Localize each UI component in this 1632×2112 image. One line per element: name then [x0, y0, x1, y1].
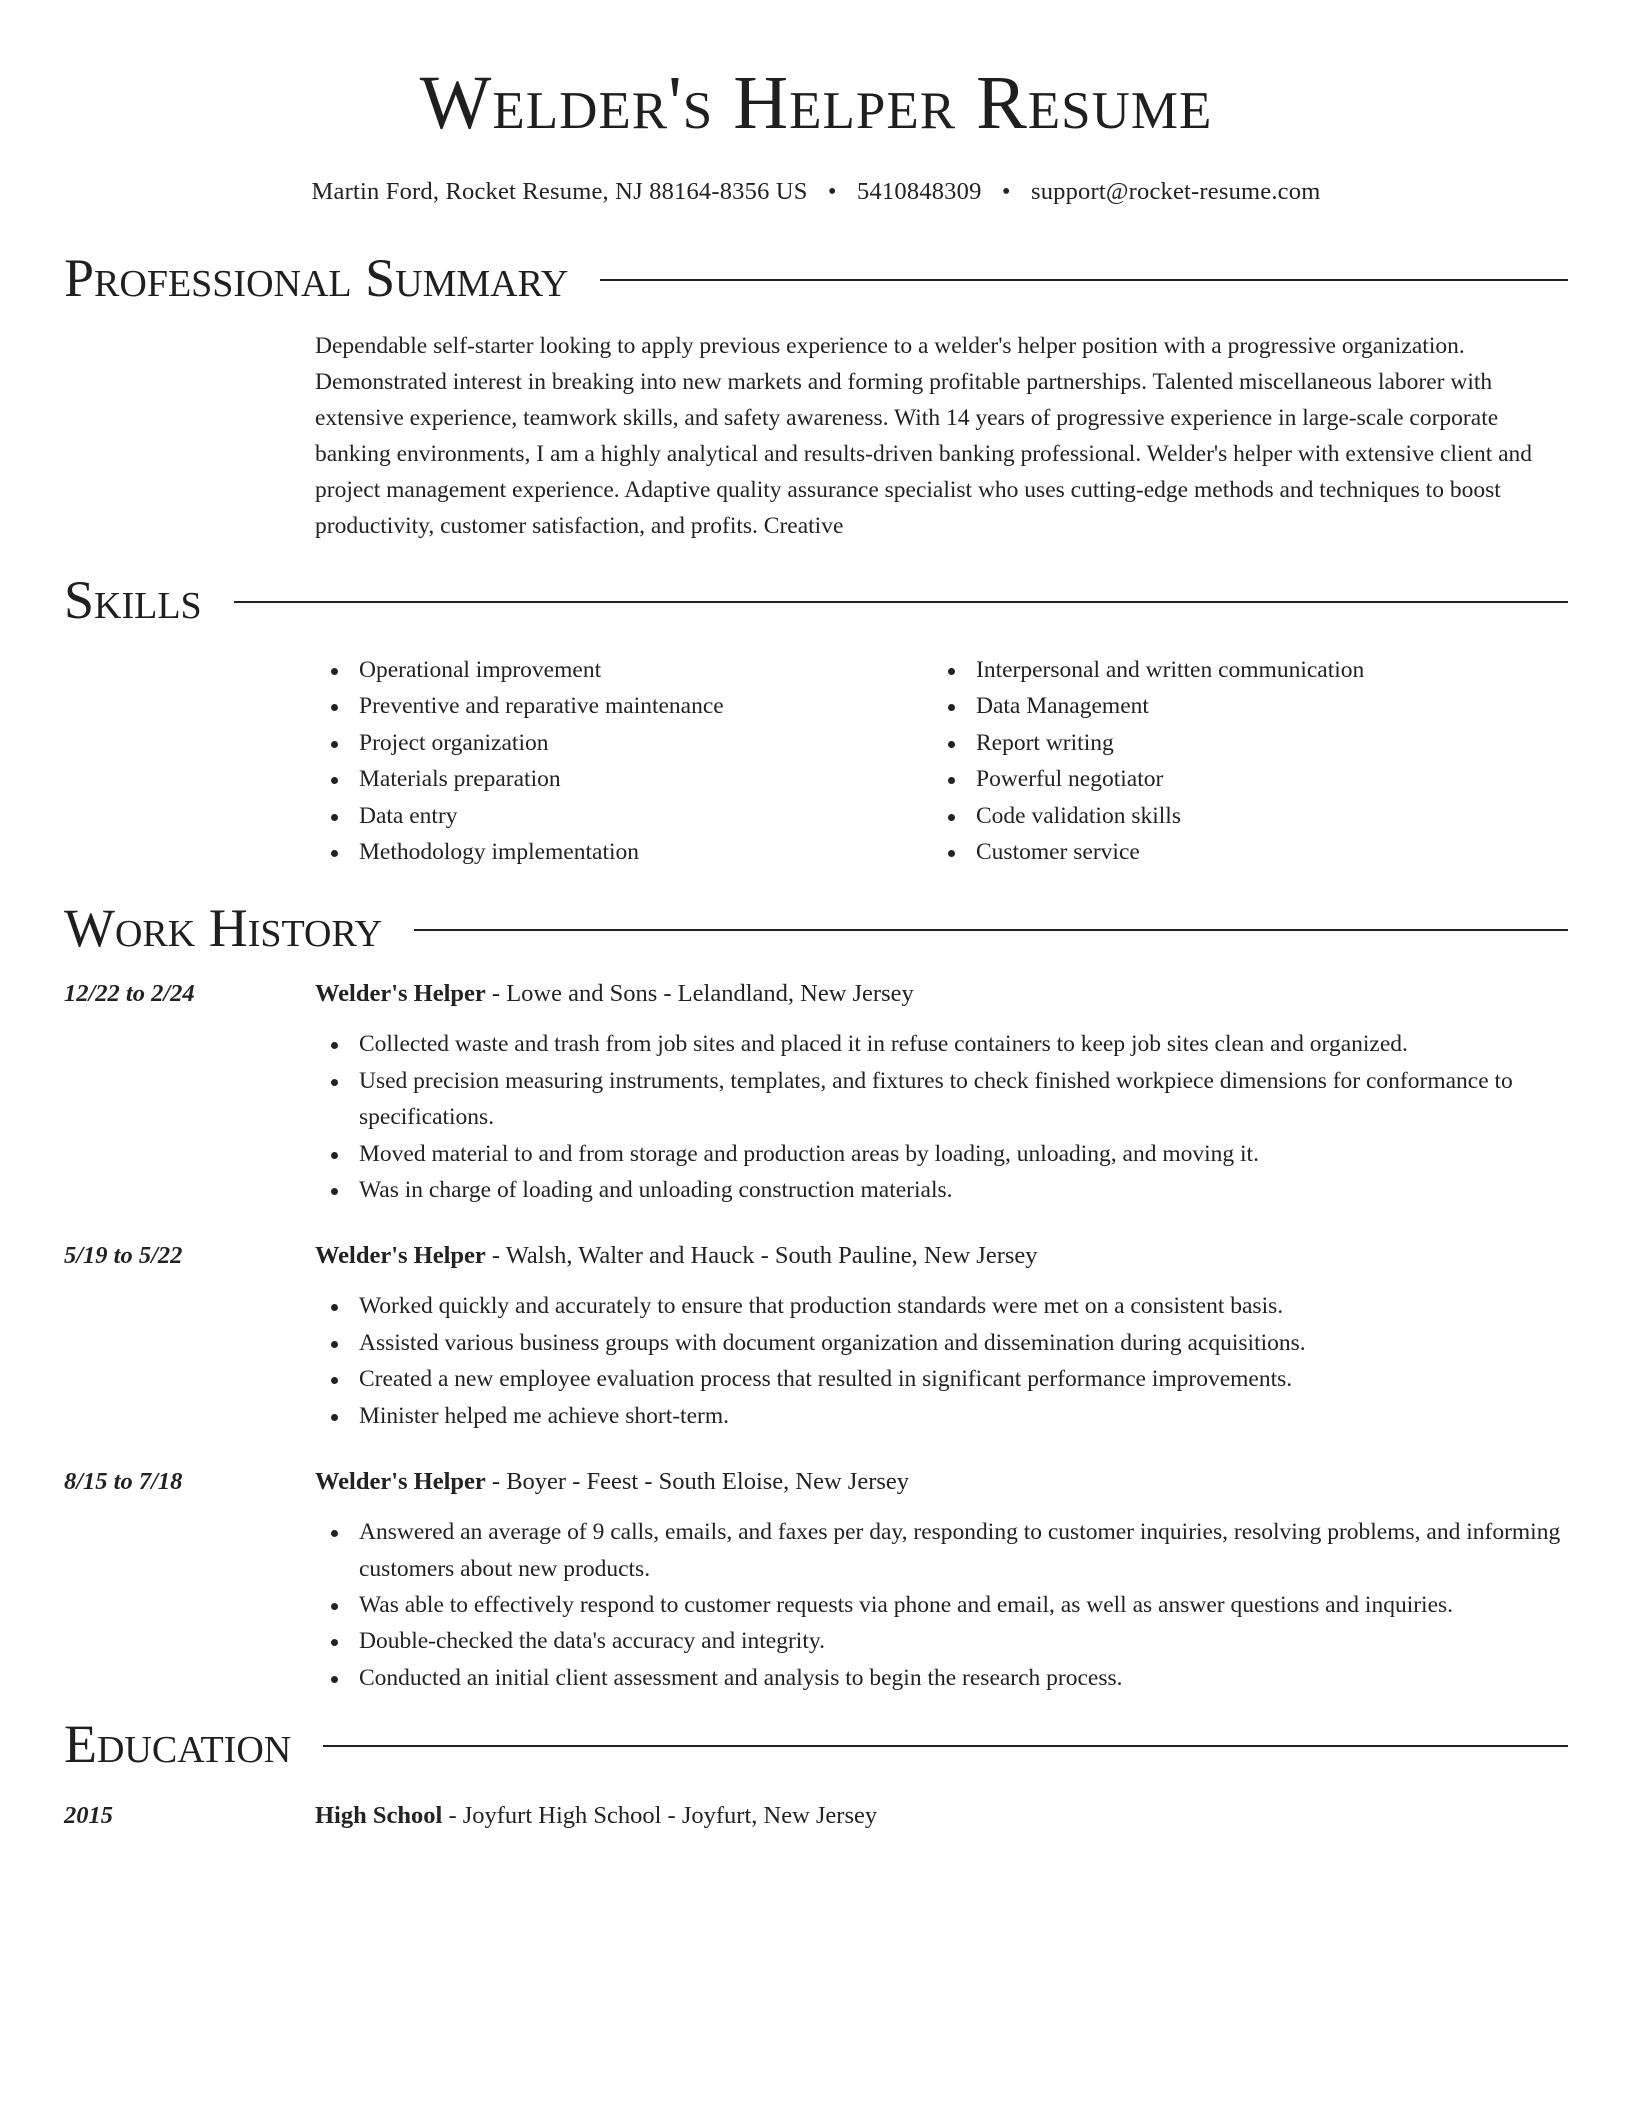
job-bullet: Answered an average of 9 calls, emails, and faxes per day, responding to customer inquiries, resolving problems, and informing customers about new products.	[315, 1514, 1568, 1587]
resume-title: Welder's Helper Resume	[419, 61, 1213, 145]
job-entry	[64, 976, 1568, 1208]
job-bullets	[315, 1288, 1568, 1434]
contact-separator: •	[827, 178, 837, 205]
section-divider	[414, 929, 1568, 931]
skill-item: Interpersonal and written communication	[932, 652, 1549, 688]
job-bullet: Collected waste and trash from job sites and placed it in refuse containers to keep job sites clean and organized.	[315, 1026, 1568, 1062]
job-entry	[64, 1464, 1568, 1696]
job-bullet: Assisted various business groups with document organization and dissemination during acquisitions.	[315, 1325, 1568, 1361]
work-section-header	[64, 898, 1568, 958]
job-title: Welder's Helper	[315, 1468, 486, 1496]
job-heading	[315, 1464, 1568, 1500]
skill-item: Code validation skills	[932, 798, 1549, 834]
job-heading	[315, 976, 1568, 1012]
contact-line	[64, 176, 1568, 208]
education-school: - Joyfurt High School - Joyfurt, New Jersey	[442, 1802, 878, 1830]
job-employer: - Walsh, Walter and Hauck - South Pauline, New Jersey	[485, 1242, 1038, 1270]
job-bullet: Minister helped me achieve short-term.	[315, 1398, 1568, 1434]
summary-section-title: Professional Summary	[64, 248, 569, 308]
job-employer: - Lowe and Sons - Lelandland, New Jersey	[485, 980, 914, 1008]
job-title: Welder's Helper	[315, 980, 486, 1008]
skill-item: Data entry	[315, 798, 932, 834]
job-bullet: Double-checked the data's accuracy and integrity.	[315, 1623, 1568, 1659]
job-bullet: Used precision measuring instruments, templates, and fixtures to check finished workpiece dimensions for conformance to specifications.	[315, 1063, 1568, 1136]
job-bullet: Conducted an initial client assessment and analysis to begin the research process.	[315, 1660, 1568, 1696]
job-heading	[315, 1238, 1568, 1274]
summary-text: Dependable self-starter looking to apply previous experience to a welder's helper position with a progressive organization. Demonstrated interest in breaking into new markets and forming profitable partnerships. Talented miscellaneous laborer with extensive experience, teamwork skills, and safety awareness. With 14 years of progressive experience in large-scale corporate banking environments, I am a highly analytical and results-driven banking professional. Welder's helper with extensive client and project management experience. Adaptive quality assurance specialist who uses cutting-edge methods and techniques to boost productivity, customer satisfaction, and profits. Creative	[315, 333, 1533, 539]
job-dates: 12/22 to 2/24	[64, 980, 195, 1008]
section-divider	[234, 601, 1568, 603]
skill-item: Report writing	[932, 725, 1549, 761]
summary-row	[64, 308, 1568, 544]
resume-header	[64, 0, 1568, 208]
skill-item: Methodology implementation	[315, 834, 932, 870]
skills-list-right	[932, 652, 1549, 870]
education-entry	[64, 1798, 1568, 1834]
job-bullet: Moved material to and from storage and production areas by loading, unloading, and moving it.	[315, 1136, 1568, 1172]
skill-item: Operational improvement	[315, 652, 932, 688]
job-title: Welder's Helper	[315, 1242, 486, 1270]
contact-separator: •	[1001, 178, 1011, 205]
skill-item: Powerful negotiator	[932, 761, 1549, 797]
skills-list-left	[315, 652, 932, 870]
skills-section-header	[64, 570, 1568, 630]
education-section-header	[64, 1714, 1568, 1774]
skill-item: Customer service	[932, 834, 1549, 870]
job-bullet: Was able to effectively respond to customer requests via phone and email, as well as answer questions and inquiries.	[315, 1587, 1568, 1623]
job-employer: - Boyer - Feest - South Eloise, New Jersey	[485, 1468, 910, 1496]
education-year: 2015	[64, 1802, 113, 1830]
job-entry	[64, 1238, 1568, 1434]
skills-grid	[315, 652, 1568, 870]
job-bullet: Was in charge of loading and unloading construction materials.	[315, 1172, 1568, 1208]
skills-row	[64, 630, 1568, 870]
summary-section-header	[64, 248, 1568, 308]
job-dates: 5/19 to 5/22	[64, 1242, 183, 1270]
contact-phone: 5410848309	[857, 178, 982, 205]
job-bullet: Created a new employee evaluation process that resulted in significant performance improvements.	[315, 1361, 1568, 1397]
contact-address: Martin Ford, Rocket Resume, NJ 88164-8356 US	[311, 178, 808, 205]
education-heading	[315, 1798, 1568, 1834]
section-divider	[600, 279, 1568, 281]
skill-item: Preventive and reparative maintenance	[315, 688, 932, 724]
contact-email: support@rocket-resume.com	[1030, 178, 1321, 205]
skill-item: Project organization	[315, 725, 932, 761]
section-divider	[323, 1745, 1568, 1747]
job-bullets	[315, 1514, 1568, 1696]
job-dates: 8/15 to 7/18	[64, 1468, 183, 1496]
skill-item: Data Management	[932, 688, 1549, 724]
education-degree: High School	[315, 1802, 443, 1830]
job-bullet: Worked quickly and accurately to ensure that production standards were met on a consistent basis.	[315, 1288, 1568, 1324]
job-bullets	[315, 1026, 1568, 1208]
skills-section-title: Skills	[64, 570, 202, 630]
skill-item: Materials preparation	[315, 761, 932, 797]
education-section-title: Education	[64, 1714, 292, 1775]
work-section-title: Work History	[64, 898, 383, 959]
